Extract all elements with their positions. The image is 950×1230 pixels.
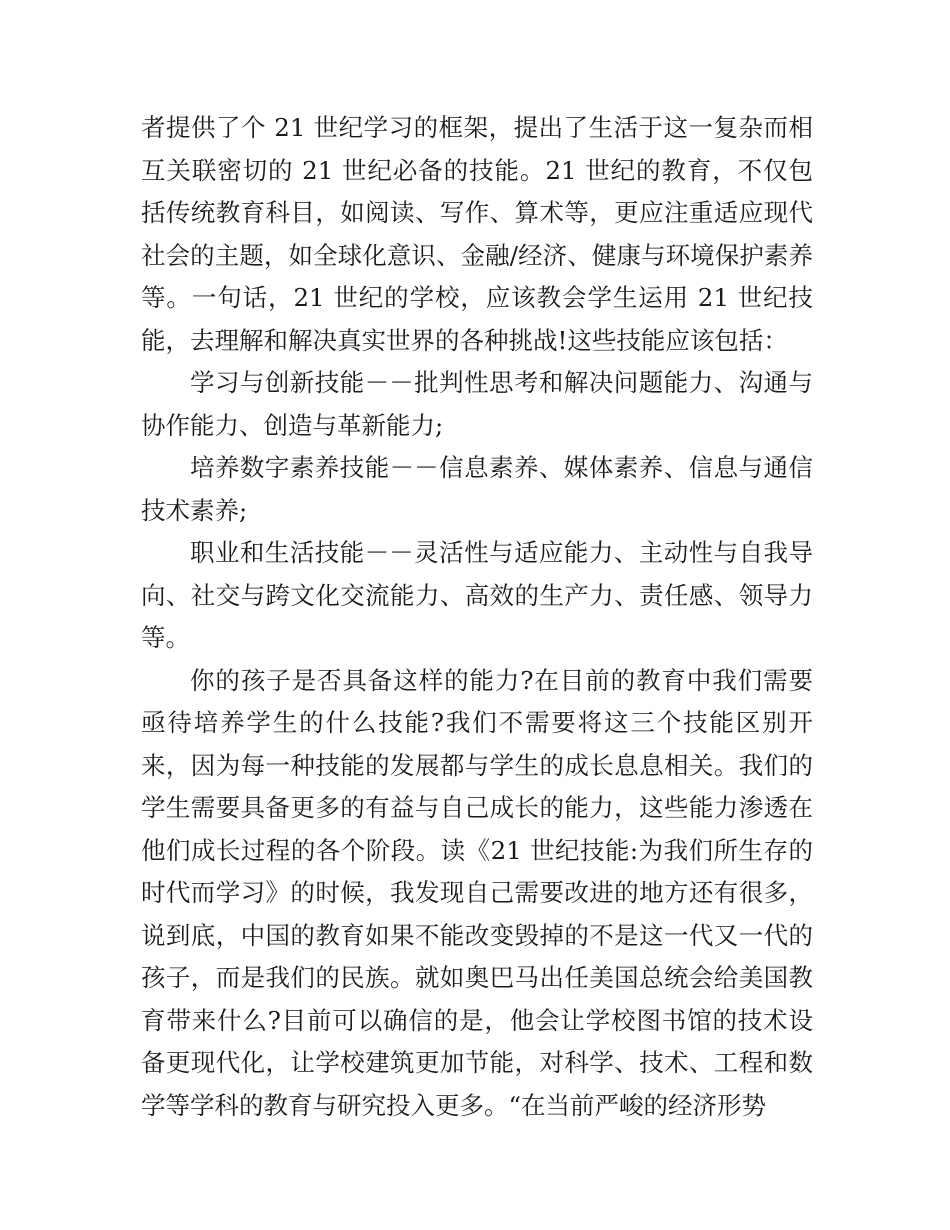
paragraph-learning-innovation-skills: 学习与创新技能－－批判性思考和解决问题能力、沟通与协作能力、创造与革新能力;	[141, 368, 813, 440]
paragraph-digital-literacy-skills: 培养数字素养技能－－信息素养、媒体素养、信息与通信技术素养;	[141, 453, 813, 525]
paragraph-reflection: 你的孩子是否具备这样的能力?在目前的教育中我们需要亟待培养学生的什么技能?我们不需要将这三个技能区别开来，因为每一种技能的发展都与学生的成长息息相关。我们的学生需要具备更多的有益与自己成长的能力，这些能力渗透在他们成长过程的各个阶段。读《21 世纪技能:为我们所生存的时代而学习》的时候，我发现自己需要改进的地方还有很多，说到底，中国的教育如果不能改变毁掉的不是这一代又一代的孩子，而是我们的民族。就如奥巴马出任美国总统会给美国教育带来什么?目前可以确信的是，他会让学校图书馆的技术设备更现代化，让学校建筑更加节能，对科学、技术、工程和数学等学科的教育与研究投入更多。“在当前严峻的经济形势	[141, 665, 813, 1120]
paragraph-career-life-skills: 职业和生活技能－－灵活性与适应能力、主动性与自我导向、社交与跨文化交流能力、高效的生产力、责任感、领导力等。	[141, 538, 813, 652]
document-body	[141, 107, 813, 1127]
paragraph-framework-intro: 者提供了个 21 世纪学习的框架，提出了生活于这一复杂而相互关联密切的 21 世纪必备的技能。21 世纪的教育，不仅包括传统教育科目，如阅读、写作、算术等，更应注重适应现代社会的主题，如全球化意识、金融/经济、健康与环境保护素养等。一句话，21 世纪的学校，应该教会学生运用 21 世纪技能，去理解和解决真实世界的各种挑战!这些技能应该包括：	[141, 113, 813, 355]
